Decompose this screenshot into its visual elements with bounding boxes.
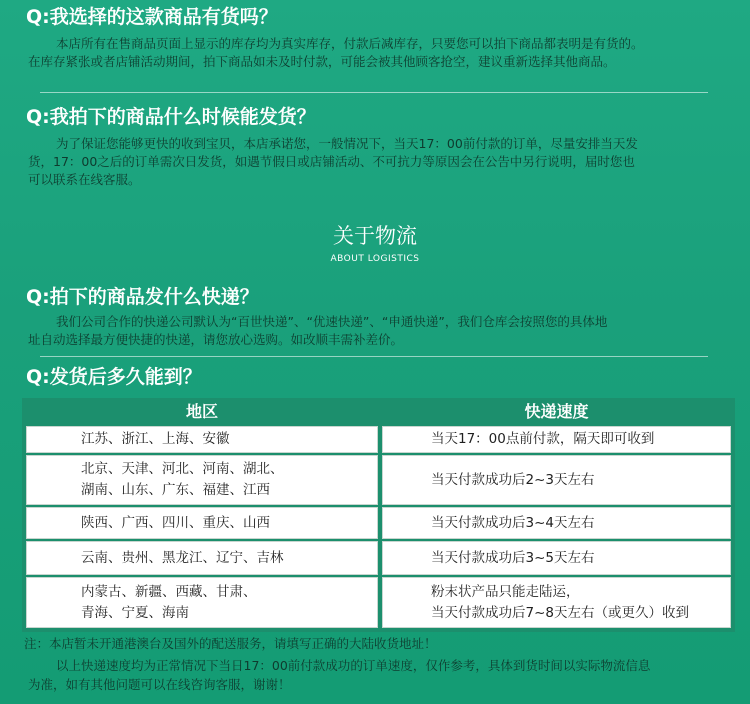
- faq-question-courier: Q:拍下的商品发什么快递？: [26, 286, 259, 308]
- speed-disclaimer-line1: 以上快递速度均为正常情况下当日17：00前付款成功的订单速度，仅作参考，具体到货时间以实际物流信息: [56, 658, 651, 673]
- logistics-section-subtitle: ABOUT LOGISTICS: [330, 254, 420, 264]
- table-cell-region: [26, 455, 378, 505]
- speed-text: 当天付款成功后7~8天左右（或更久）收到: [431, 604, 689, 621]
- speed-text: 当天付款成功后3~5天左右: [431, 549, 595, 566]
- delivery-speed-table: [22, 398, 735, 632]
- table-cell-speed: [382, 577, 731, 628]
- faq-answer-shipping-line2: 货，17：00之后的订单需次日发货，如遇节假日或店铺活动、不可抗力等原因会在公告中另行说明，届时您也: [28, 154, 635, 169]
- faq-answer-shipping-line1: 为了保证您能够更快的收到宝贝，本店承诺您，一般情况下，当天17：00前付款的订单，尽量安排当天发: [56, 136, 638, 151]
- divider: [40, 356, 708, 357]
- speed-text: 粉末状产品只能走陆运，: [431, 583, 580, 600]
- region-text: 内蒙古、新疆、西藏、甘肃、: [81, 583, 257, 600]
- logistics-section-title: 关于物流: [333, 224, 417, 248]
- faq-question-shipping-time: Q:我拍下的商品什么时候能发货？: [26, 106, 316, 128]
- faq-answer-courier-line2: 址自动选择最方便快捷的快递，请您放心选购。如改顺丰需补差价。: [28, 332, 404, 347]
- speed-text: 当天付款成功后3~4天左右: [431, 514, 595, 531]
- faq-answer-stock-line2: 在库存紧张或者店铺活动期间，拍下商品如未及时付款，可能会被其他顾客抢空，建议重新选择其他商品。: [28, 54, 616, 69]
- table-cell-region: [26, 541, 378, 575]
- shipping-region-note: 注：本店暂未开通港澳台及国外的配送服务，请填写正确的大陆收货地址！: [24, 636, 437, 651]
- region-text: 湖南、山东、广东、福建、江西: [81, 482, 270, 498]
- region-text: 青海、宁夏、海南: [81, 604, 189, 621]
- table-cell-region: [26, 507, 378, 539]
- region-text: 陕西、广西、四川、重庆、山西: [81, 514, 270, 531]
- table-cell-speed: [382, 455, 731, 505]
- faq-answer-stock-line1: 本店所有在售商品页面上显示的库存均为真实库存，付款后减库存，只要您可以拍下商品都表明是有货的。: [56, 36, 644, 51]
- faq-answer-shipping-line3: 可以联系在线客服。: [28, 172, 141, 187]
- faq-question-stock: Q:我选择的这款商品有货吗？: [26, 6, 278, 28]
- region-text: 北京、天津、河北、河南、湖北、: [81, 461, 284, 477]
- table-header-region: 地区: [185, 402, 218, 421]
- faq-answer-courier-line1: 我们公司合作的快递公司默认为“百世快递”、“优速快递”、“申通快递”，我们仓库会按照您的具体地: [56, 314, 608, 329]
- faq-question-delivery-time: Q:发货后多久能到？: [26, 366, 202, 388]
- table-cell-region: [26, 577, 378, 628]
- region-text: 云南、贵州、黑龙江、辽宁、吉林: [81, 549, 284, 566]
- table-cell-region: [26, 426, 378, 453]
- table-cell-speed: [382, 426, 731, 453]
- speed-text: 当天付款成功后2~3天左右: [431, 471, 595, 488]
- speed-text: 当天17：00点前付款，隔天即可收到: [431, 431, 655, 447]
- table-cell-speed: [382, 541, 731, 575]
- table-header-speed: 快递速度: [524, 402, 589, 421]
- speed-disclaimer-line2: 为准，如有其他问题可以在线咨询客服，谢谢！: [28, 677, 291, 692]
- divider: [40, 92, 708, 93]
- region-text: 江苏、浙江、上海、安徽: [81, 431, 230, 447]
- table-cell-speed: [382, 507, 731, 539]
